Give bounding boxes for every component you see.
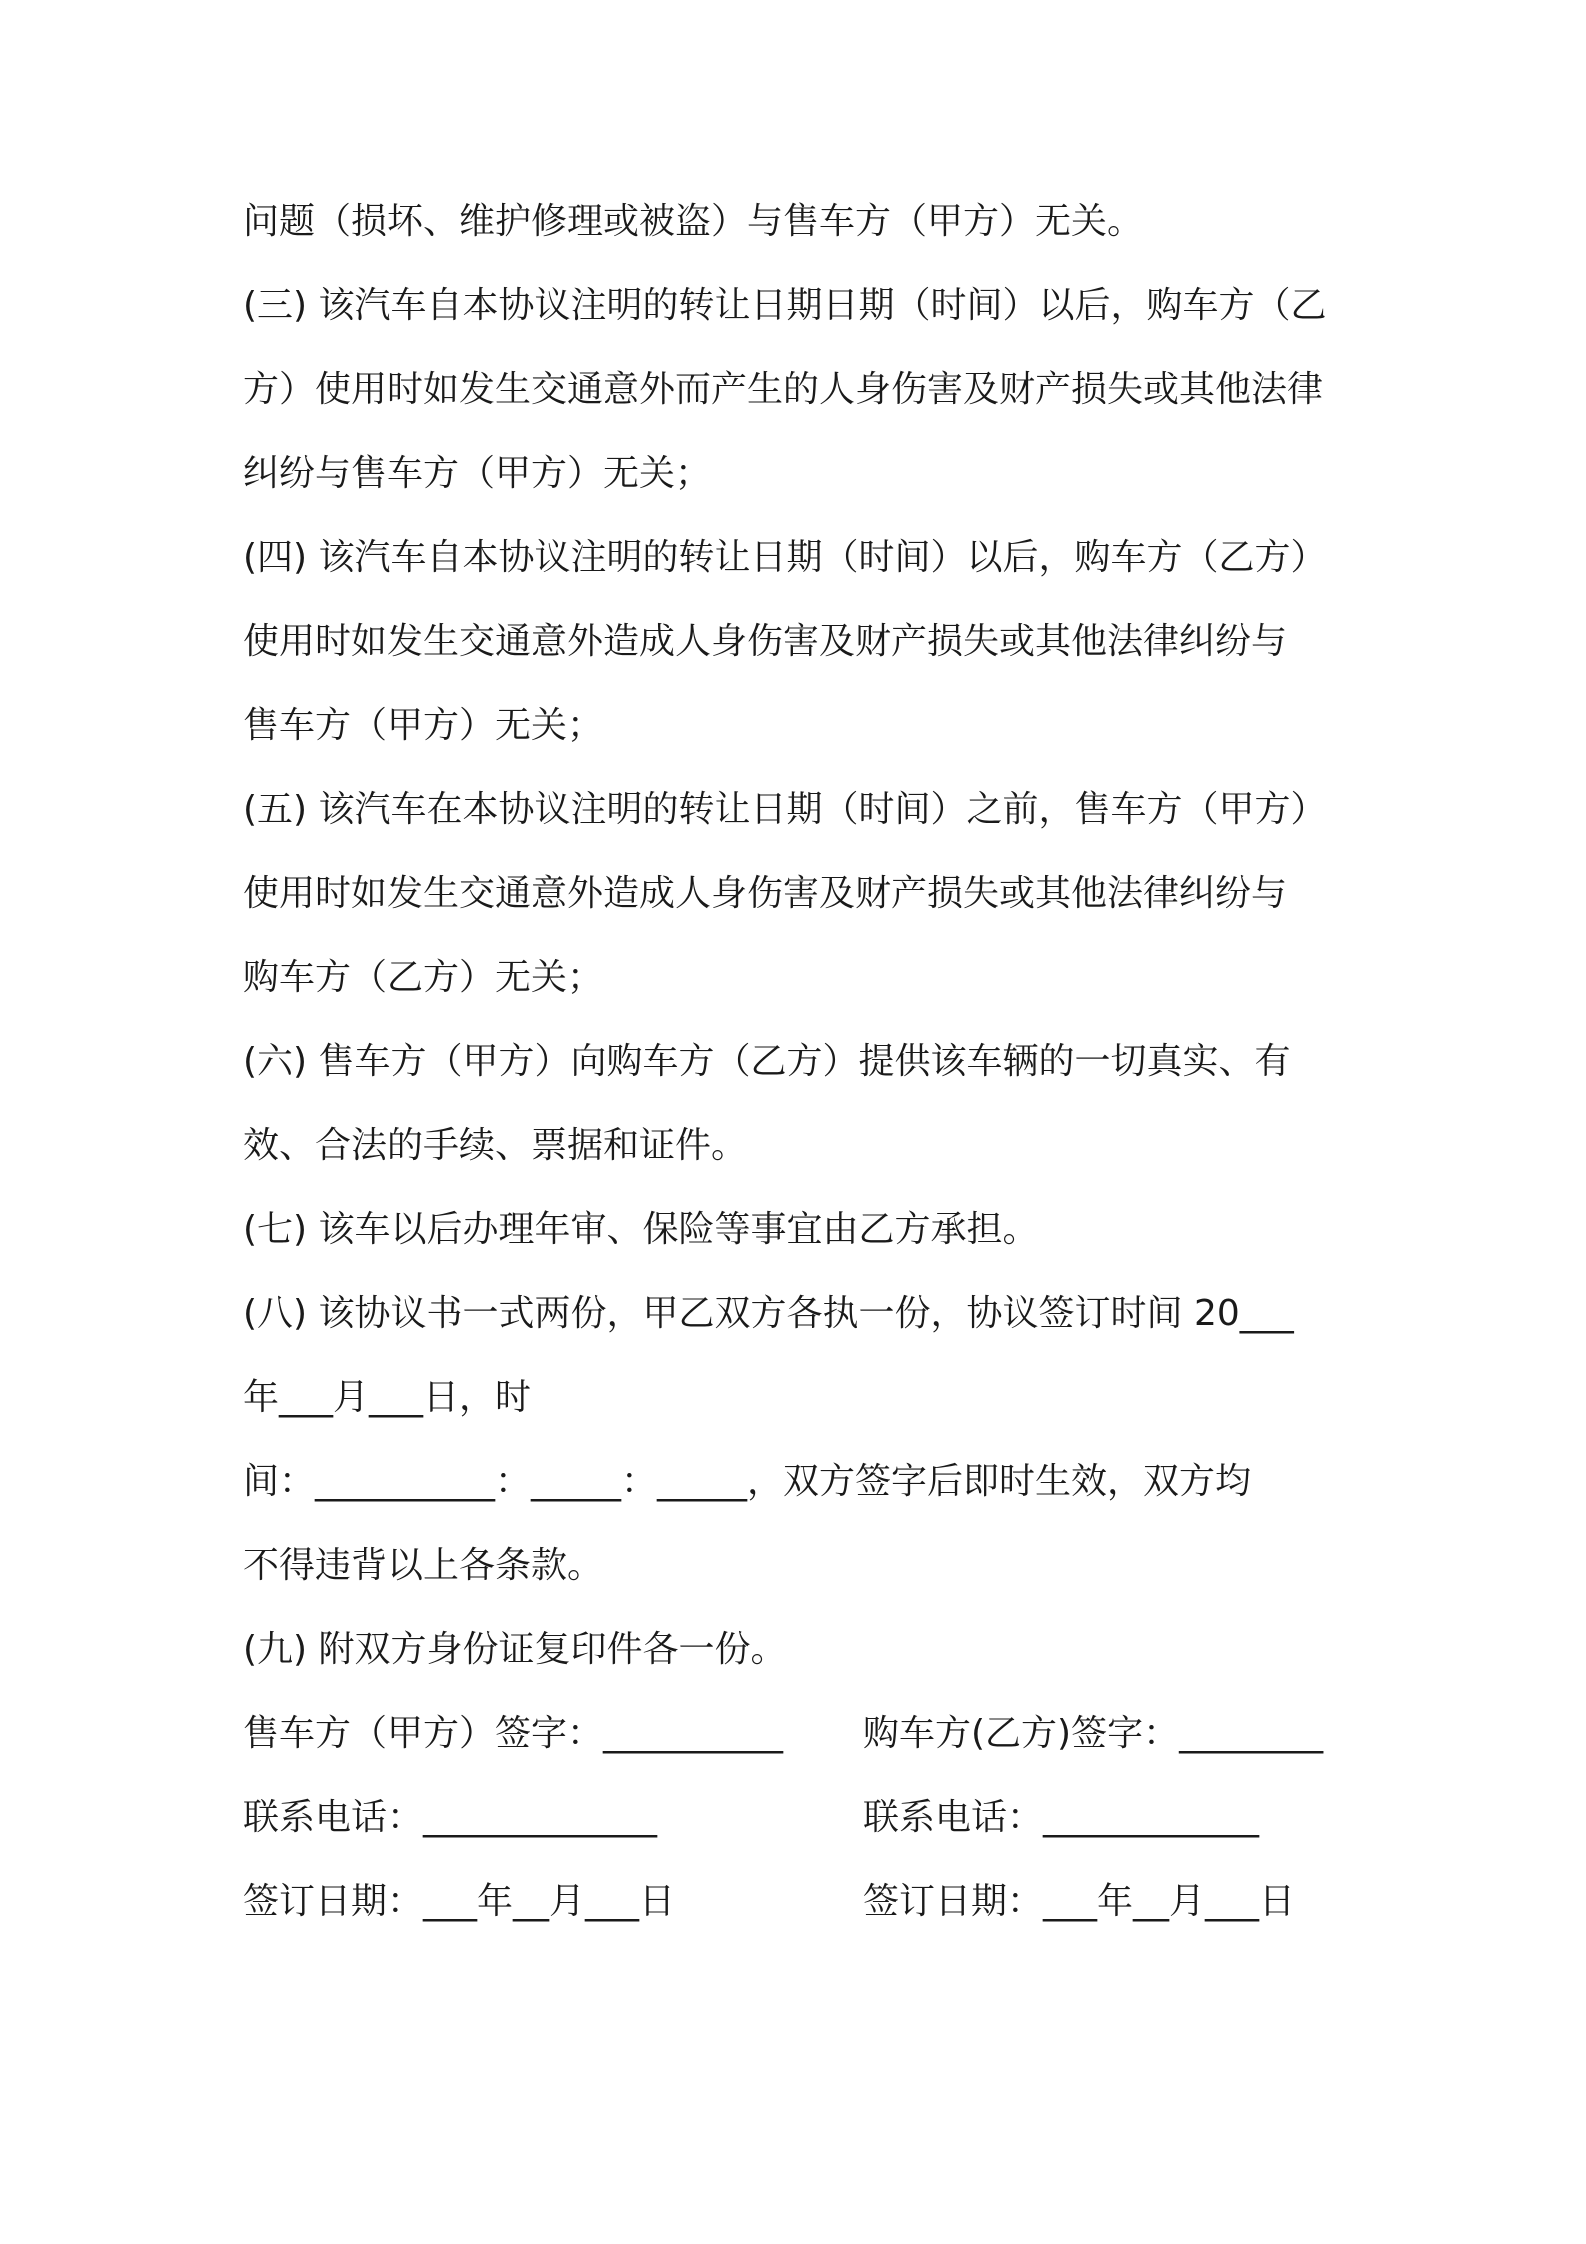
clause-8-line-2: 年___月___日，时 — [243, 1377, 532, 1418]
seller-sign-date: 签订日期：___年__月___日 — [243, 1881, 676, 1922]
clause-4-line-3: 售车方（甲方）无关； — [243, 705, 604, 746]
clause-3-line-1: (三) 该汽车自本协议注明的转让日期日期（时间）以后，购车方（乙 — [243, 285, 1327, 326]
clause-5-line-2: 使用时如发生交通意外造成人身伤害及财产损失或其他法律纠纷与 — [243, 873, 1288, 914]
clause-7-line-1: (七) 该车以后办理年审、保险等事宜由乙方承担。 — [243, 1209, 1039, 1250]
signature-row — [243, 1692, 1363, 1776]
clause-5-line-3: 购车方（乙方）无关； — [243, 957, 604, 998]
clause-4-line-1: (四) 该汽车自本协议注明的转让日期（时间）以后，购车方（乙方） — [243, 537, 1327, 578]
seller-phone: 联系电话：_____________ — [243, 1797, 658, 1838]
clause-8-line-1: (八) 该协议书一式两份，甲乙双方各执一份，协议签订时间 20___ — [243, 1293, 1294, 1334]
phone-row — [243, 1776, 1363, 1860]
seller-signature: 售车方（甲方）签字：__________ — [243, 1713, 784, 1754]
clause-8-line-4: 不得违背以上各条款。 — [243, 1545, 604, 1586]
buyer-phone: 联系电话：____________ — [863, 1797, 1260, 1838]
text-line-1: 问题（损坏、维护修理或被盗）与售车方（甲方）无关。 — [243, 201, 1144, 242]
clause-5-line-1: (五) 该汽车在本协议注明的转让日期（时间）之前，售车方（甲方） — [243, 789, 1327, 830]
clause-3-line-2: 方）使用时如发生交通意外而产生的人身伤害及财产损失或其他法律 — [243, 369, 1324, 410]
clause-6-line-2: 效、合法的手续、票据和证件。 — [243, 1125, 748, 1166]
buyer-sign-date: 签订日期：___年__月___日 — [863, 1881, 1296, 1922]
clause-4-line-2: 使用时如发生交通意外造成人身伤害及财产损失或其他法律纠纷与 — [243, 621, 1288, 662]
clause-8-line-3: 间：__________：_____：_____，双方签字后即时生效，双方均 — [243, 1461, 1252, 1502]
contract-page — [243, 180, 1363, 1944]
clause-9-line-1: (九) 附双方身份证复印件各一份。 — [243, 1629, 787, 1670]
clause-6-line-1: (六) 售车方（甲方）向购车方（乙方）提供该车辆的一切真实、有 — [243, 1041, 1291, 1082]
clause-3-line-3: 纠纷与售车方（甲方）无关； — [243, 453, 712, 494]
date-row — [243, 1860, 1363, 1944]
buyer-signature: 购车方(乙方)签字：________ — [863, 1713, 1324, 1754]
